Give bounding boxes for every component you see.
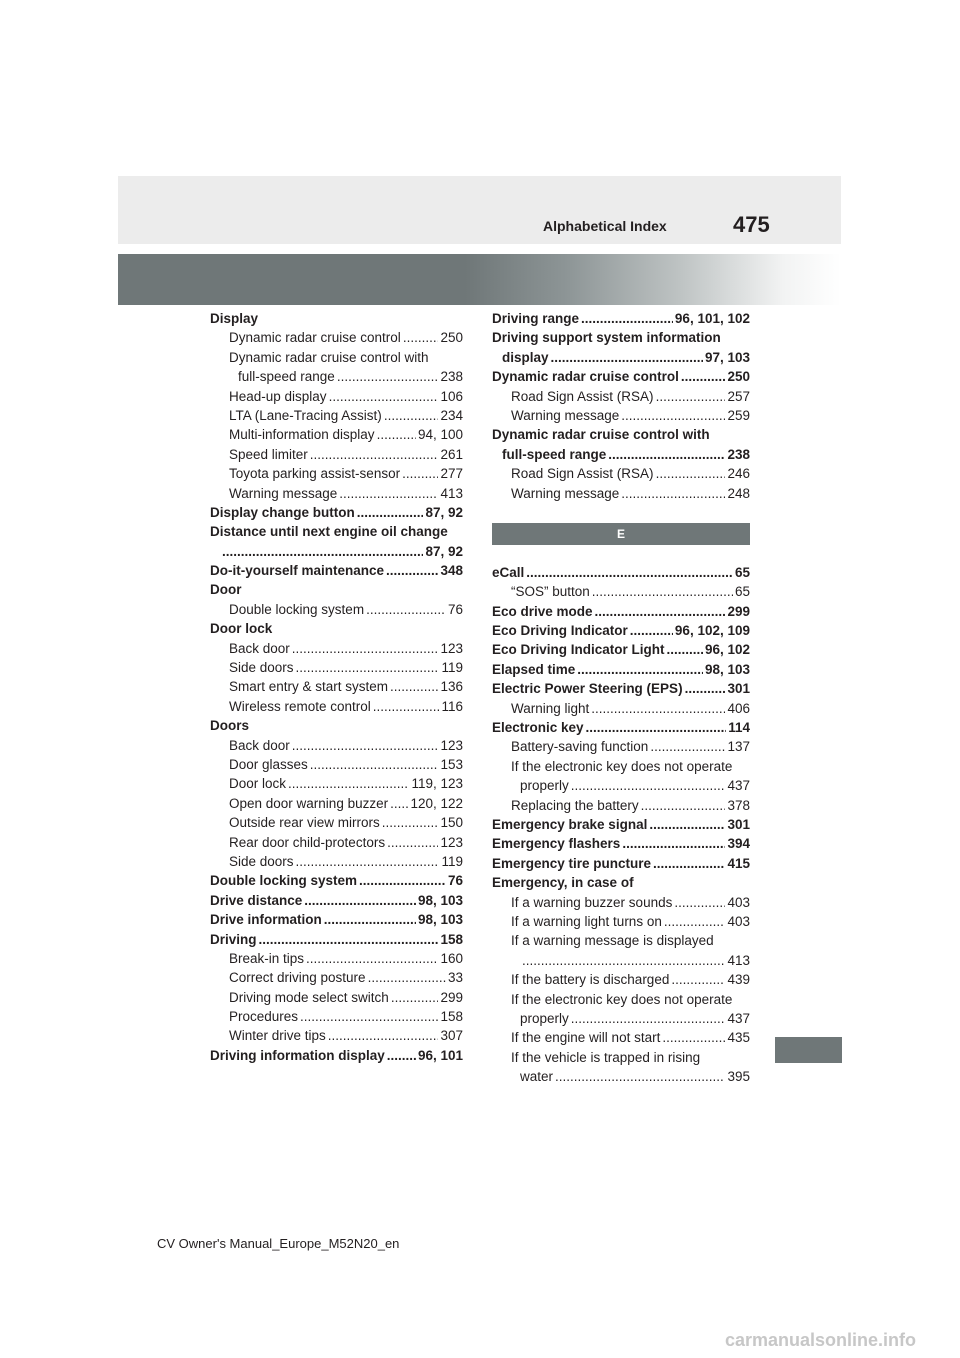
- index-entry: [210, 910, 463, 929]
- index-entry-page[interactable]: 378: [727, 797, 750, 813]
- index-entry-label: Double locking system: [229, 601, 365, 617]
- index-entry: [210, 445, 463, 464]
- index-entry-page[interactable]: 33: [447, 970, 463, 986]
- index-entry-page[interactable]: 413: [440, 485, 463, 501]
- index-entry: [210, 968, 463, 987]
- index-entry-page[interactable]: 259: [727, 407, 750, 423]
- index-entry: [210, 716, 463, 735]
- index-entry: [210, 774, 463, 793]
- dot-leader: [310, 755, 439, 774]
- dot-leader: [641, 796, 726, 815]
- index-entry: [492, 776, 750, 795]
- dot-leader: [656, 387, 726, 406]
- index-entry-page[interactable]: 137: [727, 739, 750, 755]
- index-entry-page[interactable]: 277: [440, 466, 463, 482]
- dot-leader: [681, 367, 726, 386]
- dot-leader: [630, 621, 673, 640]
- index-entry: [210, 600, 463, 619]
- index-entry-label: Replacing the battery: [511, 797, 639, 813]
- index-entry-page[interactable]: 261: [440, 446, 463, 462]
- index-entry: [210, 833, 463, 852]
- index-entry-page[interactable]: 234: [440, 407, 463, 423]
- index-entry-label: Eco drive mode: [492, 603, 593, 619]
- index-entry: [210, 328, 463, 347]
- dot-leader: [324, 910, 416, 929]
- dot-leader: [368, 968, 446, 987]
- index-entry: [492, 834, 750, 853]
- footer-text: CV Owner's Manual_Europe_M52N20_en: [157, 1236, 400, 1251]
- index-entry: [210, 852, 463, 871]
- dot-leader: [288, 774, 409, 793]
- index-group-e: [492, 563, 750, 1087]
- index-entry: [492, 1067, 750, 1086]
- index-entry-page[interactable]: 98, 103: [417, 892, 463, 908]
- index-entry: [210, 658, 463, 677]
- index-entry-label: Dynamic radar cruise control with: [229, 349, 429, 365]
- index-entry-label: If the electronic key does not operate: [511, 991, 733, 1007]
- index-entry-page[interactable]: 238: [727, 446, 750, 462]
- dot-leader: [577, 660, 703, 679]
- index-entry: [492, 406, 750, 425]
- index-entry-label: Driving: [210, 931, 257, 947]
- index-entry-label: Doors: [210, 718, 250, 734]
- index-entry-label: Correct driving posture: [229, 970, 366, 986]
- dot-leader: [662, 1028, 725, 1047]
- dot-leader: [337, 367, 439, 386]
- index-entry: [210, 755, 463, 774]
- page-number: 475: [733, 212, 770, 237]
- index-entry-page[interactable]: 153: [440, 756, 463, 772]
- index-entry: [210, 988, 463, 1007]
- dot-leader: [526, 563, 733, 582]
- index-entry-page[interactable]: 250: [440, 330, 463, 346]
- index-entry-label: full-speed range: [238, 369, 335, 385]
- side-tab: [775, 1037, 842, 1063]
- dot-leader: [296, 852, 440, 871]
- index-entry-page[interactable]: 160: [440, 950, 463, 966]
- index-entry-label: Door lock: [210, 621, 273, 637]
- index-entry: [492, 854, 750, 873]
- index-entry: [492, 1028, 750, 1047]
- index-entry: [492, 737, 750, 756]
- index-entry: [492, 718, 750, 737]
- index-entry-label: Road Sign Assist (RSA): [511, 466, 654, 482]
- index-entry: [210, 794, 463, 813]
- index-entry: [210, 367, 463, 386]
- index-entry-page[interactable]: 94, 100: [417, 427, 463, 443]
- index-entry-label: Emergency flashers: [492, 836, 621, 852]
- index-entry: [492, 387, 750, 406]
- index-entry-label: Door lock: [229, 776, 287, 792]
- index-entry-label: Speed limiter: [229, 446, 308, 462]
- index-entry: [492, 757, 750, 776]
- index-entry: [210, 697, 463, 716]
- index-entry-label: Break-in tips: [229, 950, 305, 966]
- index-entry-label: Dynamic radar cruise control: [229, 330, 401, 346]
- index-entry-label: Distance until next engine oil change: [210, 524, 448, 540]
- index-entry-label: Head-up display: [229, 388, 327, 404]
- letter-band-e: E: [492, 523, 750, 545]
- index-entry-label: If a warning light turns on: [511, 913, 662, 929]
- dot-leader: [656, 464, 726, 483]
- index-entry-page[interactable]: 246: [727, 466, 750, 482]
- index-entry-label: water: [520, 1069, 554, 1085]
- dot-leader: [571, 776, 726, 795]
- index-entry-page[interactable]: 87, 92: [425, 504, 463, 520]
- index-entry: [492, 367, 750, 386]
- index-entry-label: Driving mode select switch: [229, 989, 389, 1005]
- dot-leader: [522, 951, 725, 970]
- dot-leader: [667, 640, 703, 659]
- index-entry-label: properly: [520, 778, 569, 794]
- index-entry-page[interactable]: 114: [728, 720, 750, 736]
- index-entry: [210, 425, 463, 444]
- index-entry-page[interactable]: 394: [727, 836, 750, 852]
- index-entry: [210, 484, 463, 503]
- index-column-left: [210, 309, 463, 1065]
- index-entry-page[interactable]: 116: [441, 698, 463, 714]
- index-entry-label: Road Sign Assist (RSA): [511, 388, 654, 404]
- index-entry-label: Side doors: [229, 660, 294, 676]
- index-entry-label: Warning message: [229, 485, 338, 501]
- index-entry: [492, 425, 750, 444]
- index-entry-label: Smart entry & start system: [229, 679, 389, 695]
- dot-leader: [592, 582, 733, 601]
- dot-leader: [402, 464, 438, 483]
- index-entry: [492, 873, 750, 892]
- index-entry-page[interactable]: 301: [727, 681, 750, 697]
- index-entry-label: Multi-information display: [229, 427, 375, 443]
- dot-leader: [357, 503, 424, 522]
- index-entry-page[interactable]: 123: [440, 640, 463, 656]
- index-entry-label: Driving information display: [210, 1047, 385, 1063]
- index-entry: [210, 619, 463, 638]
- dot-leader: [664, 912, 726, 931]
- index-entry-page[interactable]: 98, 103: [417, 912, 463, 928]
- index-entry: [492, 815, 750, 834]
- index-entry-label: Winter drive tips: [229, 1028, 326, 1044]
- index-entry-page[interactable]: 248: [727, 485, 750, 501]
- index-entry: [210, 406, 463, 425]
- index-entry-label: eCall: [492, 564, 525, 580]
- dot-leader: [586, 718, 727, 737]
- dot-leader: [591, 699, 725, 718]
- dot-leader: [653, 854, 725, 873]
- index-entry: [210, 1046, 463, 1065]
- index-entry-label: Eco Driving Indicator Light: [492, 642, 665, 658]
- index-entry-label: Side doors: [229, 853, 294, 869]
- index-entry-label: Wireless remote control: [229, 698, 371, 714]
- index-entry: [492, 796, 750, 815]
- index-entry-page[interactable]: 415: [727, 855, 750, 871]
- dot-leader: [384, 406, 439, 425]
- index-entry: [210, 464, 463, 483]
- index-entry: [210, 309, 463, 328]
- index-entry-page[interactable]: 413: [727, 952, 750, 968]
- dot-leader: [366, 600, 446, 619]
- index-entry-page[interactable]: 106: [440, 388, 463, 404]
- index-group-d-continued: [492, 309, 750, 503]
- dot-leader: [386, 561, 438, 580]
- index-entry-label: properly: [520, 1010, 569, 1026]
- index-entry-page[interactable]: 136: [440, 679, 463, 695]
- index-entry-label: “SOS” button: [511, 584, 590, 600]
- index-entry: [492, 912, 750, 931]
- index-entry-page[interactable]: 238: [440, 369, 463, 385]
- index-entry-label: Driving range: [492, 311, 580, 326]
- index-entry: [492, 679, 750, 698]
- index-entry: [210, 949, 463, 968]
- index-entry-label: Procedures: [229, 1009, 299, 1025]
- index-entry-page[interactable]: 301: [727, 816, 750, 832]
- dot-leader: [377, 425, 416, 444]
- index-entry: [492, 1048, 750, 1067]
- index-entry-page[interactable]: 150: [440, 815, 463, 831]
- index-entry: [492, 484, 750, 503]
- index-entry-label: If the engine will not start: [511, 1030, 661, 1046]
- index-entry-page[interactable]: 439: [727, 972, 750, 988]
- index-entry-label: Double locking system: [210, 873, 358, 889]
- dot-leader: [650, 737, 725, 756]
- index-entry-page[interactable]: 299: [727, 603, 750, 619]
- index-entry-page[interactable]: 435: [727, 1030, 750, 1046]
- index-entry: [492, 990, 750, 1009]
- index-entry-page[interactable]: 158: [440, 931, 463, 947]
- index-entry-label: Drive information: [210, 912, 322, 928]
- index-entry-label: Electronic key: [492, 720, 584, 736]
- index-entry-page[interactable]: 96, 101, 102: [674, 311, 750, 326]
- index-entry-page[interactable]: 299: [440, 989, 463, 1005]
- index-entry: [210, 813, 463, 832]
- index-entry: [492, 621, 750, 640]
- dot-leader: [310, 445, 439, 464]
- index-entry-label: Open door warning buzzer: [229, 795, 389, 811]
- index-entry-label: display: [502, 349, 549, 365]
- dot-leader: [329, 387, 439, 406]
- index-entry-label: Battery-saving function: [511, 739, 649, 755]
- index-entry-page[interactable]: 250: [727, 369, 750, 385]
- decorative-gradient-bar: [118, 254, 841, 305]
- index-entry-label: Driving support system information: [492, 330, 721, 346]
- index-entry-page[interactable]: 96, 102: [704, 642, 750, 658]
- dot-leader: [391, 988, 439, 1007]
- index-entry-label: Warning message: [511, 407, 620, 423]
- index-entry-page[interactable]: 307: [440, 1028, 463, 1044]
- index-entry-label: Electric Power Steering (EPS): [492, 681, 683, 697]
- index-entry-page[interactable]: 123: [440, 737, 463, 753]
- index-entry-page[interactable]: 406: [727, 700, 750, 716]
- dot-leader: [674, 893, 725, 912]
- index-entry: [210, 522, 463, 541]
- index-entry-page[interactable]: 96, 101: [417, 1047, 463, 1063]
- index-entry-label: Emergency, in case of: [492, 875, 634, 891]
- index-entry-label: Warning message: [511, 485, 620, 501]
- dot-leader: [390, 794, 408, 813]
- index-entry: [492, 309, 750, 328]
- index-entry: [210, 1026, 463, 1045]
- index-entry-page[interactable]: 98, 103: [704, 661, 750, 677]
- index-entry: [210, 930, 463, 949]
- index-entry-page[interactable]: 403: [727, 913, 750, 929]
- dot-leader: [387, 1046, 416, 1065]
- dot-leader: [328, 1026, 439, 1045]
- index-entry: [210, 387, 463, 406]
- index-entry: [492, 582, 750, 601]
- index-entry-label: Display: [210, 311, 259, 326]
- index-entry: [492, 563, 750, 582]
- dot-leader: [571, 1009, 726, 1028]
- index-entry: [492, 602, 750, 621]
- index-entry-label: If the electronic key does not operate: [511, 758, 733, 774]
- dot-leader: [671, 970, 725, 989]
- index-entry-page[interactable]: 96, 102, 109: [674, 623, 750, 639]
- dot-leader: [621, 406, 725, 425]
- index-entry: [210, 561, 463, 580]
- index-entry: [210, 871, 463, 890]
- index-entry-page[interactable]: 123: [440, 834, 463, 850]
- dot-leader: [382, 813, 439, 832]
- index-entry: [210, 580, 463, 599]
- index-entry-page[interactable]: 348: [440, 563, 463, 579]
- index-entry: [210, 542, 463, 561]
- index-entry-label: Back door: [229, 640, 290, 656]
- dot-leader: [387, 833, 438, 852]
- index-entry-page[interactable]: 76: [447, 601, 463, 617]
- dot-leader: [304, 891, 416, 910]
- index-entry: [492, 660, 750, 679]
- dot-leader: [403, 328, 439, 347]
- index-entry-label: If the vehicle is trapped in rising: [511, 1049, 701, 1065]
- index-entry-page[interactable]: 437: [727, 778, 750, 794]
- index-entry: [210, 503, 463, 522]
- dot-leader: [595, 602, 726, 621]
- index-entry-page[interactable]: 119, 123: [411, 776, 463, 792]
- index-entry-page[interactable]: 87, 92: [425, 543, 463, 559]
- index-entry-label: Eco Driving Indicator: [492, 623, 628, 639]
- index-entry-page[interactable]: 65: [734, 584, 750, 600]
- index-entry-page[interactable]: 437: [727, 1010, 750, 1026]
- index-entry-label: If a warning buzzer sounds: [511, 894, 673, 910]
- index-entry-page[interactable]: 120, 122: [410, 795, 463, 811]
- dot-leader: [339, 484, 438, 503]
- index-entry-label: Door glasses: [229, 756, 308, 772]
- index-entry-label: LTA (Lane-Tracing Assist): [229, 407, 382, 423]
- dot-leader: [292, 639, 439, 658]
- index-entry: [210, 1007, 463, 1026]
- dot-leader: [622, 834, 725, 853]
- index-entry-page[interactable]: 76: [447, 873, 463, 889]
- index-entry: [210, 348, 463, 367]
- index-entry-label: full-speed range: [502, 446, 607, 462]
- index-entry: [210, 736, 463, 755]
- watermark: carmanualsonline.info: [725, 1330, 917, 1350]
- dot-leader: [581, 309, 673, 328]
- index-entry: [210, 639, 463, 658]
- index-entry: [492, 348, 750, 367]
- dot-leader: [306, 949, 438, 968]
- dot-leader: [551, 348, 703, 367]
- index-entry-label: Door: [210, 582, 242, 598]
- dot-leader: [685, 679, 726, 698]
- dot-leader: [649, 815, 725, 834]
- index-entry-label: Display change button: [210, 504, 355, 520]
- index-entry: [492, 893, 750, 912]
- index-entry: [210, 677, 463, 696]
- index-entry-label: Do-it-yourself maintenance: [210, 563, 385, 579]
- dot-leader: [292, 736, 439, 755]
- index-entry-page[interactable]: 97, 103: [704, 349, 750, 365]
- index-entry-page[interactable]: 65: [734, 564, 750, 580]
- index-entry-label: Warning light: [511, 700, 590, 716]
- index-entry-label: Dynamic radar cruise control: [492, 369, 679, 385]
- index-entry-label: Drive distance: [210, 892, 303, 908]
- dot-leader: [359, 871, 446, 890]
- dot-leader: [222, 542, 423, 561]
- dot-leader: [296, 658, 440, 677]
- index-entry: [492, 931, 750, 950]
- dot-leader: [621, 484, 725, 503]
- index-entry-label: Emergency brake signal: [492, 816, 648, 832]
- index-entry-label: Emergency tire puncture: [492, 855, 652, 871]
- dot-leader: [373, 697, 440, 716]
- dot-leader: [608, 445, 725, 464]
- index-entry: [492, 445, 750, 464]
- index-entry-label: Rear door child-protectors: [229, 834, 386, 850]
- section-title: Alphabetical Index: [543, 218, 667, 234]
- index-entry-page[interactable]: 119: [441, 660, 463, 676]
- index-entry-label: If the battery is discharged: [511, 972, 670, 988]
- index-entry: [492, 970, 750, 989]
- index-entry: [492, 699, 750, 718]
- index-entry-page[interactable]: 257: [727, 388, 750, 404]
- index-entry-page[interactable]: 119: [441, 853, 463, 869]
- index-entry-label: If a warning message is displayed: [511, 933, 714, 949]
- index-entry: [492, 640, 750, 659]
- index-entry: [492, 464, 750, 483]
- index-entry-label: Elapsed time: [492, 661, 576, 677]
- index-entry-page[interactable]: 158: [440, 1009, 463, 1025]
- index-entry-page[interactable]: 395: [727, 1069, 750, 1085]
- dot-leader: [300, 1007, 438, 1026]
- index-column-right: [492, 309, 750, 1086]
- index-entry-label: Toyota parking assist-sensor: [229, 466, 401, 482]
- index-entry-label: Back door: [229, 737, 290, 753]
- index-entry-label: Outside rear view mirrors: [229, 815, 380, 831]
- index-entry: [492, 951, 750, 970]
- index-entry: [492, 1009, 750, 1028]
- index-entry-label: Dynamic radar cruise control with: [492, 427, 710, 443]
- dot-leader: [259, 930, 439, 949]
- index-entry: [210, 891, 463, 910]
- index-entry: [492, 328, 750, 347]
- dot-leader: [390, 677, 438, 696]
- dot-leader: [555, 1067, 725, 1086]
- index-entry-page[interactable]: 403: [727, 894, 750, 910]
